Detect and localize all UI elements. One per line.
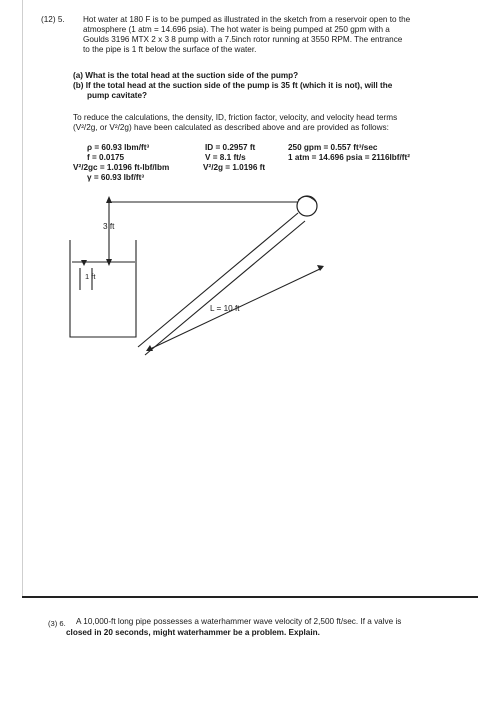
label-pipe-length: L = 10 ft [210,304,240,313]
problem-5-line-1: Hot water at 180 F is to be pumped as illustrated in the sketch from a reservoir open to the [83,15,411,24]
problem-5-line-4: to the pipe is 1 ft below the surface of the water. [83,45,257,54]
given-atm-pressure: 1 atm = 14.696 psia = 2116lbf/ft² [288,153,410,162]
given-flow-rate: 250 gpm = 0.557 ft³/sec [288,143,378,152]
problem-6-line-2: closed in 20 seconds, might waterhammer be a problem. Explain. [66,628,320,637]
question-b-line-2: pump cavitate? [87,91,148,100]
pipe-lower-edge [145,221,305,355]
problem-6-number: (3) 6. [48,619,66,628]
pipe-upper-edge [138,213,298,347]
given-intro-line-2: (V²/2g, or V²/2g) have been calculated as described above and are provided as follows: [73,123,389,132]
given-velocity: V = 8.1 ft/s [205,153,246,162]
given-friction-factor: f = 0.0175 [87,153,125,162]
label-1ft: 1 ft [85,272,96,281]
problem-5-line-3: Goulds 3196 MTX 2 x 3 8 pump with a 7.5inch rotor running at 3550 RPM. The entrance [83,35,403,44]
arrow-down-1ft [81,260,87,266]
given-velocity-head-gc: V²/2gc = 1.0196 ft-lbf/lbm [73,163,170,172]
given-density: ρ = 60.93 lbm/ft³ [87,143,150,152]
label-3ft: 3 ft [103,222,115,231]
given-specific-weight: γ = 60.93 lbf/ft³ [87,173,145,182]
given-velocity-head: V²/2g = 1.0196 ft [203,163,266,172]
problem-5-line-2: atmosphere (1 atm = 14.696 psia). The hot water is being pumped at 250 gpm with a [83,25,390,34]
question-b-line-1: (b) If the total head at the suction side of the pump is 35 ft (which it is not), will the [73,81,393,90]
given-intro-line-1: To reduce the calculations, the density, ID, friction factor, velocity, and velocity head terms [73,113,398,122]
arrow-up-3ft [106,196,112,203]
problem-6-section [22,596,478,702]
pump-icon [297,196,317,216]
problem-6-line-1: A 10,000-ft long pipe possesses a waterhammer wave velocity of 2,500 ft/sec. If a valve is [76,617,402,626]
problem-5-number: (12) 5. [41,15,65,24]
question-a: (a) What is the total head at the suction side of the pump? [73,71,299,80]
given-inner-diameter: ID = 0.2957 ft [205,143,256,152]
